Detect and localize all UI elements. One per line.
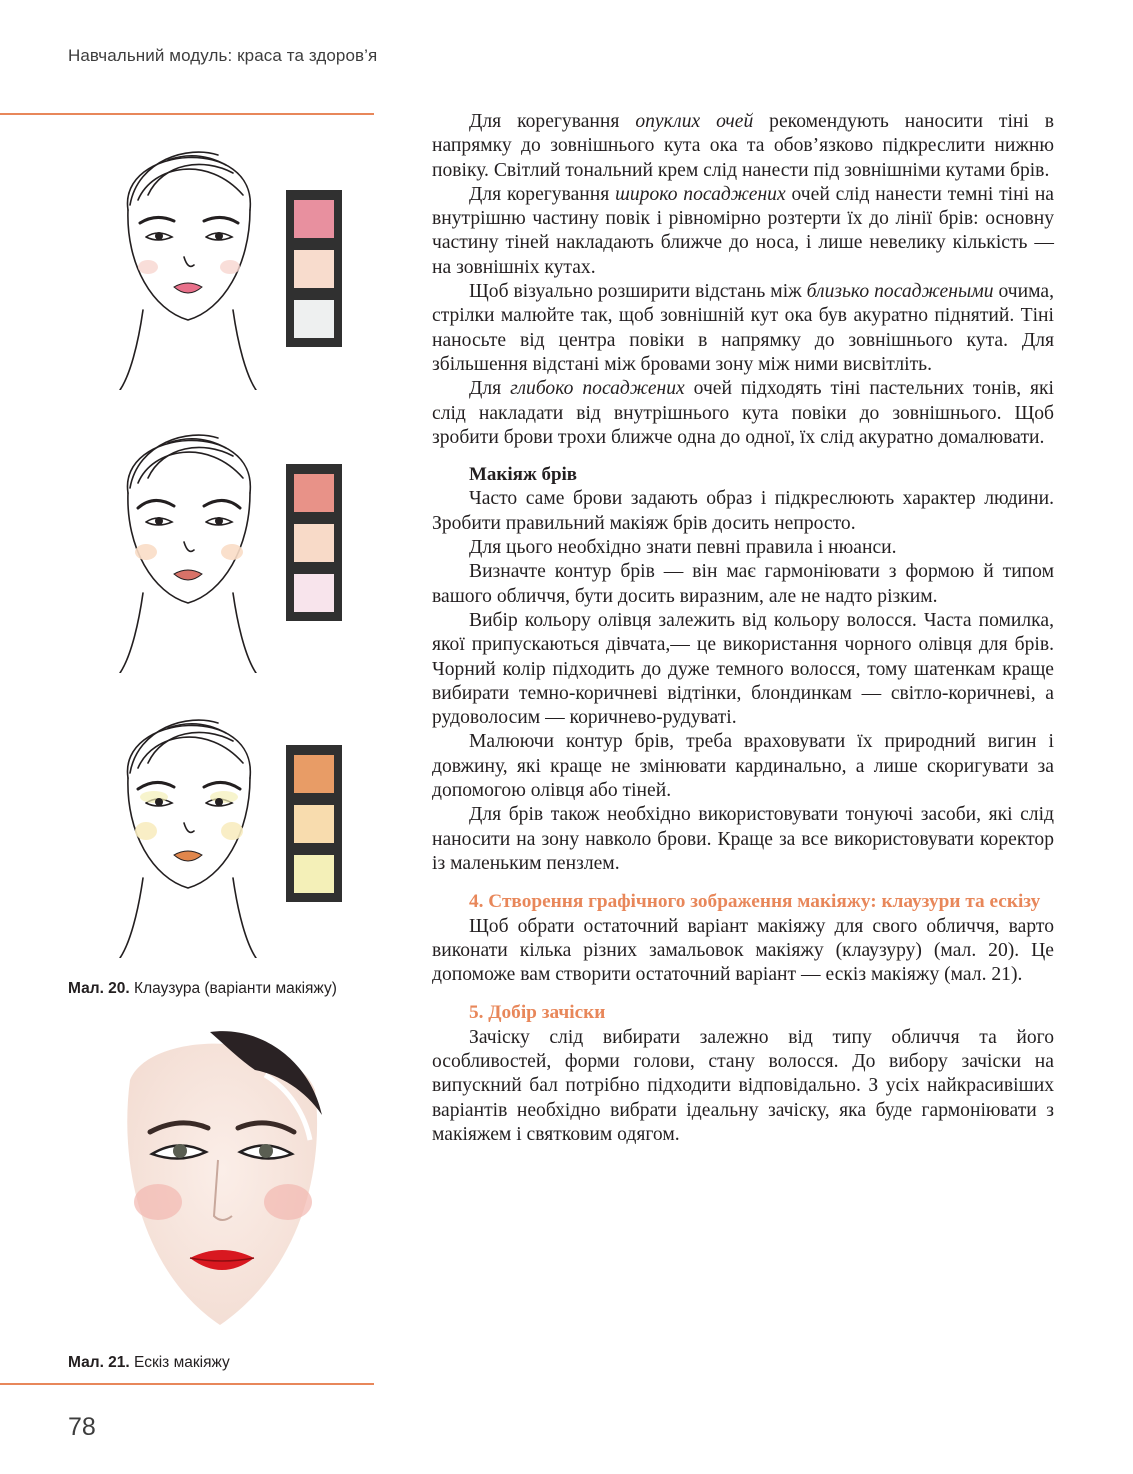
paragraph-deep-set-eyes bbox=[432, 377, 1054, 450]
paragraph-tinting: Для брів також необхідно використовувати тонуючі засоби, які слід наносити на зону навколо брови. Краще за все використовувати коректор із маленьким пензлем. bbox=[432, 804, 1054, 874]
color-palette-3 bbox=[286, 745, 342, 902]
paragraph-brows-intro: Часто саме брови задають образ і підкреслюють характер людини. Зробити правильний макіяж брів досить непросто. bbox=[432, 488, 1054, 534]
text-span: Для bbox=[469, 378, 511, 400]
swatch bbox=[294, 574, 334, 612]
text-span: рекомендують наносити тіні в напрямку до зовнішнього кута ока та обов’язково підкреслити нижню повіку. Світлий тональний крем слід нанести під зовнішніми кутами брів. bbox=[432, 111, 1054, 181]
emphasis: опуклих очей bbox=[635, 111, 754, 132]
emphasis: широко посаджених bbox=[615, 183, 786, 205]
paragraph-brows-rules: Для цього необхідно знати певні правила і нюанси. bbox=[469, 537, 897, 559]
swatch bbox=[294, 250, 334, 288]
paragraph-convex-eyes bbox=[432, 110, 1054, 183]
figure-21-label: Мал. 21. bbox=[68, 1354, 130, 1371]
figure-21-caption bbox=[68, 1354, 230, 1372]
color-palette-2 bbox=[286, 464, 342, 621]
text-span: очима, стрілки малюйте так, щоб зовнішній кут ока був акуратно піднятий. Тіні наносьте від центра повіки в напрямку до зовнішнього кута. Для збільшення відстані між бровами зону між ними висвітліть. bbox=[432, 281, 1054, 375]
page-number: 78 bbox=[68, 1413, 96, 1441]
face-sketch-2 bbox=[108, 408, 268, 673]
paragraph-pencil-color: Вибір кольору олівця залежить від кольору волосся. Часта помилка, якої припускаються дівчата,— це використання чорного олівця для брів. Чорний колір підходить до дуже темного волосся, тому шатенкам краще вибирати темно-коричневі відтінки, блондинкам — світло-коричневі, а рудоволосим — коричнево-рудуваті. bbox=[432, 609, 1054, 729]
figure-20-label: Мал. 20. bbox=[68, 980, 130, 997]
swatch bbox=[294, 755, 334, 793]
text-span: очей підходять тіні пастельних тонів, які слід накладати від внутрішнього кута повіки до зовнішнього. Щоб зробити брови трохи ближче одна до одної, їх слід акуратно домалювати. bbox=[432, 378, 1055, 448]
figure-21-text: Ескіз макіяжу bbox=[134, 1354, 230, 1371]
text-span: Для корегування bbox=[469, 111, 636, 132]
emphasis: близько посаджеными bbox=[806, 281, 994, 303]
top-rule bbox=[0, 113, 374, 115]
color-palette-1 bbox=[286, 190, 342, 347]
swatch bbox=[294, 524, 334, 562]
running-head: Навчальний модуль: краса та здоров’я bbox=[68, 46, 378, 65]
face-sketch-1 bbox=[108, 125, 268, 390]
section-heading-4: 4. Створення графічного зображення макіяжу: клаузури та ескізу bbox=[469, 891, 1041, 913]
section-heading-5: 5. Добір зачіски bbox=[469, 1002, 606, 1024]
paragraph-hairstyle: Зачіску слід вибирати залежно від типу обличчя та його особливостей, форми голови, стану волосся. До вибору зачіски на випускний бал потрібно підходити відповідально. З усіх найкрасивіших варіантів необхідно вибрати ідеальну зачіску, яка буде гармоніювати з макіяжем і святковим одягом. bbox=[432, 1026, 1054, 1145]
face-sketch-color bbox=[90, 1020, 350, 1340]
text-span: Для корегування bbox=[469, 183, 616, 205]
swatch bbox=[294, 805, 334, 843]
swatch bbox=[294, 474, 334, 512]
paragraph-brow-shape: Малюючи контур брів, треба враховувати їх природний вигин і довжину, які краще не змінювати кардинально, а лише скоригувати за допомогою олівця або тіней. bbox=[432, 731, 1054, 802]
face-sketch-3 bbox=[108, 693, 268, 958]
swatch bbox=[294, 200, 334, 238]
main-text-column bbox=[432, 110, 1054, 1147]
bottom-rule bbox=[0, 1383, 374, 1385]
paragraph-brows-contour: Визначте контур брів — він має гармоніювати з формою й типом вашого обличчя, бути досить виразним, але не надто різким. bbox=[432, 561, 1054, 607]
text-span: Щоб візуально розширити відстань між bbox=[469, 281, 807, 303]
emphasis: глибоко посаджених bbox=[510, 378, 685, 400]
figure-20-text: Клаузура (варіанти макіяжу) bbox=[134, 980, 337, 997]
text-span: очей слід нанести темні тіні на внутрішню частину повік і рівномірно розтерти їх до лінії брів: основну частину тіней накладають ближче до носа, і лише невелику кількість — на зовнішніх кутах. bbox=[432, 183, 1054, 278]
figure-20-caption bbox=[68, 980, 337, 998]
subheading-eyebrow-makeup: Макіяж брів bbox=[469, 464, 578, 486]
swatch bbox=[294, 855, 334, 893]
paragraph-sketches: Щоб обрати остаточний варіант макіяжу для свого обличчя, варто виконати кілька різних замальовок макіяжу (клаузуру) (мал. 20). Це допоможе вам створити остаточний варіант — ескіз макіяжу (мал. 21). bbox=[432, 915, 1054, 986]
paragraph-close-set-eyes bbox=[432, 280, 1054, 377]
swatch bbox=[294, 300, 334, 338]
paragraph-wide-set-eyes bbox=[432, 183, 1054, 280]
